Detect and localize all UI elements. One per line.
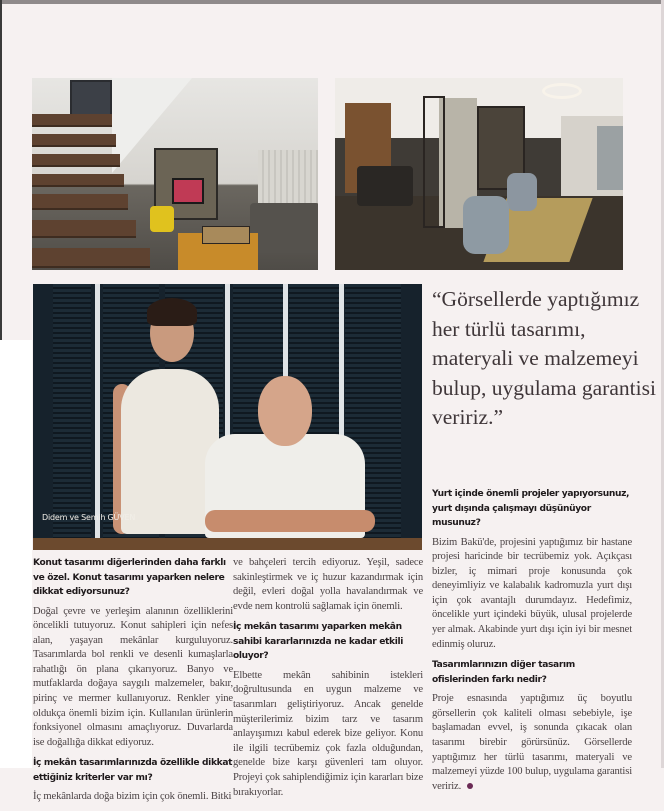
interview-question: Yurt içinde önemli projeler yapıyorsunuz, yurt dışında çalışmayı düşünüyor musunuz? <box>432 489 630 528</box>
photo-designers-portrait <box>33 284 422 550</box>
interview-answer: Elbette mekân sahibinin istekleri doğrultusunda en uygun malzeme ve tasarımları geliştiriyoruz. Ancak genelde müşterilerimiz bizim tarz ve tasarım anlayışımızı kabul ederek bize geliyor. Konu ile ilgili tecrübemiz çok fazla olduğundan, genelde bize karşı güvenleri tam oluyor. Projeyi çok sahiplendiğimiz için kararları bize bırakıyorlar. <box>233 669 423 798</box>
photo-open-plan-living <box>335 78 623 270</box>
stair-step <box>32 174 124 185</box>
stair-step <box>32 194 128 208</box>
interview-question: İç mekân tasarımlarınızda özellikle dikkat ettiğiniz kriterler var mı? <box>33 758 233 783</box>
end-of-article-icon <box>467 783 473 789</box>
photo-window <box>597 126 623 190</box>
photo-staircase-living-room <box>32 78 318 270</box>
interview-answer: İç mekânlarda doğa bizim için çok önemli. Bitki <box>33 791 232 803</box>
page-edge-top <box>0 0 664 4</box>
article-column-1 <box>33 556 233 811</box>
photo-shutter <box>53 284 91 550</box>
interview-answer-final <box>432 692 632 794</box>
interview-question: İç mekân tasarımı yaparken mekân sahibi kararlarınızda ne kadar etkili oluyor? <box>233 622 404 662</box>
photo-tv <box>172 178 204 204</box>
stair-step <box>32 134 116 145</box>
interview-answer: Bizim Bakü'de, projesini yaptığımız bir hastane projesi haricinde bir tecrübemiz yok. Açıkçası bizler, iç mimari proje konusunda çok deneyimliyiz ve kalabalık kadromuzla yurt dışı için çok avantajlı durumdayız. Hedefimiz, öncelikle yurt içindeki büyük, ulusal projelerde yer almak. Akabinde yurt dışı için iyi bir mesnet edinmiş oluruz. <box>432 536 632 650</box>
interview-answer: ve bahçeleri tercih ediyoruz. Yeşil, sadece sakinleştirmek ve iç huzur kazandırmak için değil, evleri doğal yolla havalandırmak ve evde nem kontrolü sağlamak için önemli. <box>233 557 423 612</box>
page-edge-left <box>0 0 2 340</box>
interview-answer: Doğal çevre ve yerleşim alanının özelliklerini öncelikli tutuyoruz. Konut sahipleri için nefes alan, yaşayan mekânlar kurguluyoruz. Tasarımlarda bol renkli ve desenli kumaşlarla rahatlığı ön plana çıkarıyoruz. Banyo ve mutfaklarda doğaya saygılı malzemeler, bakır, pirinç ve mermer kullanıyoruz. Renkler yine oldukça önemli bizim için. Kullanılan ürünlerin fonksiyonel olmasını amaçlıyoruz. Duvarlarda ise doğallığa dikkat ediyoruz. <box>33 605 233 748</box>
photo-metal-shelf <box>423 96 445 228</box>
pull-quote: “Görsellerde yaptığımız her türlü tasarımı, materyali ve malzemeyi bulup, uygulama garantisi veririz.” <box>432 287 656 429</box>
photo-ceiling-light <box>542 83 582 99</box>
stair-step <box>32 248 150 266</box>
interview-answer-text: Proje esnasında yaptığımız üç boyutlu görsellerin çok kaliteli olması sebebiyle, işe başlamadan evvel, iş sonunda çıkacak olan tasarımı birebir görürsünüz. Görsellerde yaptığımız her türlü tasarımı, materyali ve malzemeyi yüzde 100 bulup, uygulama garantisi veririz. <box>432 693 632 792</box>
photo-person-head <box>258 376 312 446</box>
photo-window-post <box>95 284 100 550</box>
photo-table <box>33 538 422 550</box>
stair-step <box>32 114 112 125</box>
article-column-2 <box>233 556 423 806</box>
photo-coffee-table <box>202 226 250 244</box>
interview-question: Konut tasarımı diğerlerinden daha farklı ve özel. Konut tasarımı yaparken nelere dikkat ediyorsunuz? <box>33 558 226 597</box>
photo-person-hair <box>147 298 197 326</box>
photo-sofa <box>357 166 413 206</box>
photo-caption: Didem ve Semih GÜVEN <box>42 513 136 522</box>
stair-step <box>32 220 136 236</box>
photo-armchair <box>507 173 537 211</box>
photo-armchair <box>463 196 509 254</box>
photo-sofa <box>250 203 318 253</box>
page-margin-band <box>0 340 32 768</box>
photo-person-arms <box>205 510 375 532</box>
photo-yellow-armchair <box>150 206 174 232</box>
stair-step <box>32 154 120 165</box>
article-column-3 <box>432 487 632 800</box>
interview-question: Tasarımlarınızın diğer tasarım ofislerinden farkı nedir? <box>432 660 575 685</box>
